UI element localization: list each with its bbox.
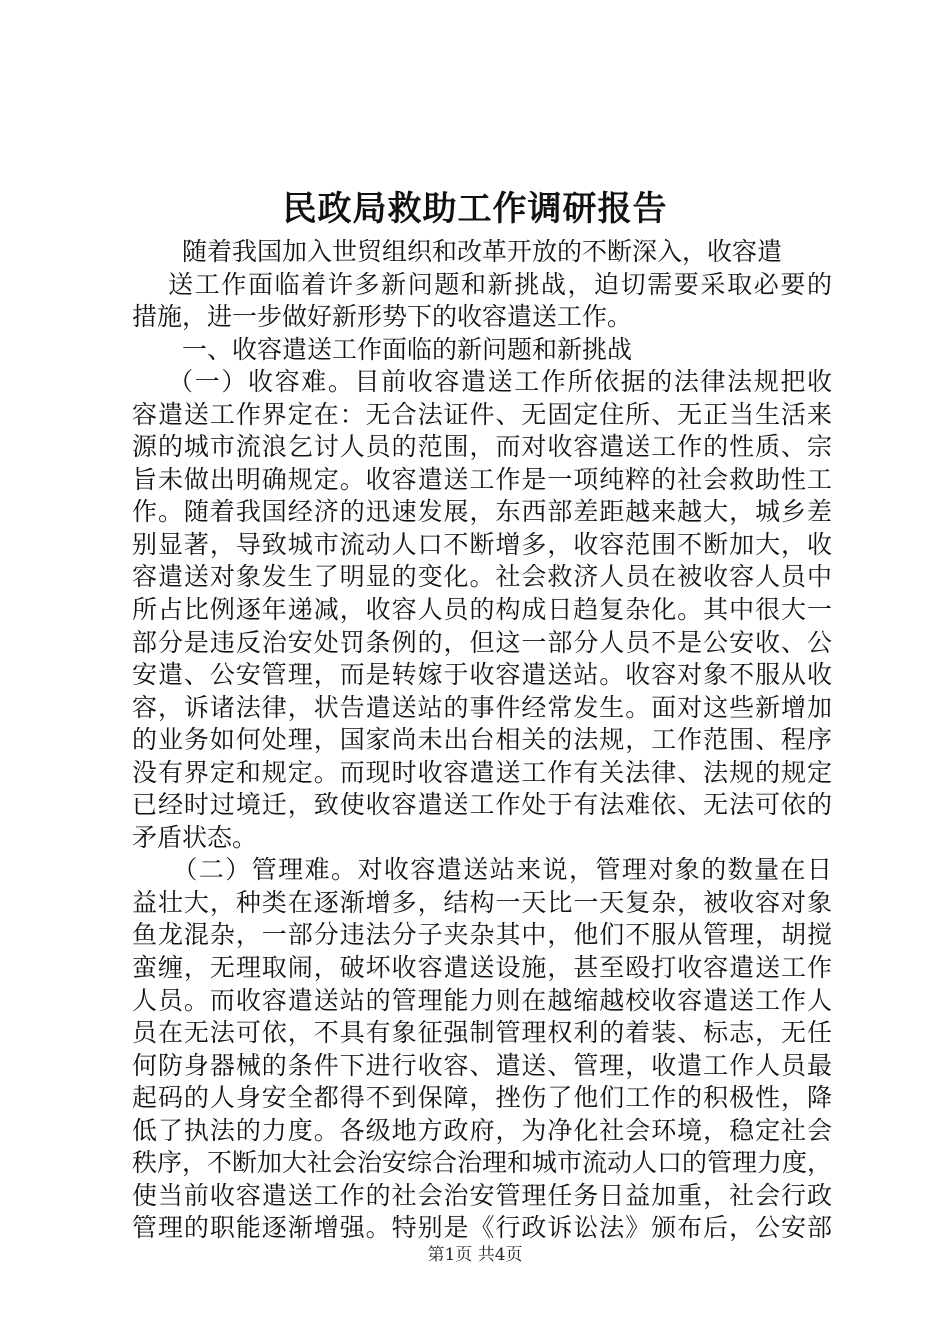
body-line: 鱼龙混杂，一部分违法分子夹杂其中，他们不服从管理，胡搅	[132, 920, 832, 950]
body-line: 使当前收容遣送工作的社会治安管理任务日益加重，社会行政	[132, 1180, 832, 1210]
body-line: 管理的职能逐渐增强。特别是《行政诉讼法》颁布后，公安部	[132, 1213, 832, 1243]
body-line: 蛮缠，无理取闹，破坏收容遣送设施，甚至殴打收容遣送工作	[132, 953, 832, 983]
body-line: 矛盾状态。	[132, 822, 258, 852]
body-line: 措施，进一步做好新形势下的收容遣送工作。	[132, 302, 633, 332]
document-title: 民政局救助工作调研报告	[282, 189, 668, 229]
body-line: 没有界定和规定。而现时收容遣送工作有关法律、法规的规定	[132, 757, 832, 787]
body-line: 部分是违反治安处罚条例的，但这一部分人员不是公安收、公	[132, 627, 832, 657]
body-line: 容遣送工作界定在：无合法证件、无固定住所、无正当生活来	[132, 399, 832, 429]
body-line: 低了执法的力度。各级地方政府，为净化社会环境，稳定社会	[132, 1115, 832, 1145]
body-line: 容，诉诸法律，状告遣送站的事件经常发生。面对这些新增加	[132, 692, 832, 722]
body-line: 容遣送对象发生了明显的变化。社会救济人员在被收容人员中	[132, 562, 832, 592]
body-line: 起码的人身安全都得不到保障，挫伤了他们工作的积极性，降	[132, 1083, 832, 1113]
body-line: 的业务如何处理，国家尚未出台相关的法规，工作范围、程序	[132, 725, 832, 755]
body-line: 安遣、公安管理，而是转嫁于收容遣送站。收容对象不服从收	[132, 660, 832, 690]
body-line: 人员。而收容遣送站的管理能力则在越缩越校收容遣送工作人	[132, 985, 832, 1015]
body-line: 何防身器械的条件下进行收容、遣送、管理，收遣工作人员最	[132, 1050, 832, 1080]
body-line: 一、收容遣送工作面临的新问题和新挑战	[132, 334, 633, 364]
body-line: 别显著，导致城市流动人口不断增多，收容范围不断加大，收	[132, 529, 832, 559]
body-line: 源的城市流浪乞讨人员的范围，而对收容遣送工作的性质、宗	[132, 432, 832, 462]
document-body	[132, 236, 832, 1245]
body-line: 秩序，不断加大社会治安综合治理和城市流动人口的管理力度，	[132, 1148, 833, 1178]
body-line: 随着我国加入世贸组织和改革开放的不断深入，收容遣	[132, 237, 783, 266]
body-line: 员在无法可依，不具有象征强制管理权利的着装、标志，无任	[132, 1018, 832, 1048]
body-line: 送工作面临着许多新问题和新挑战，迫切需要采取必要的	[132, 269, 832, 299]
body-line: 作。随着我国经济的迅速发展，东西部差距越来越大，城乡差	[132, 497, 832, 527]
body-line: 所占比例逐年递减，收容人员的构成日趋复杂化。其中很大一	[132, 595, 832, 625]
body-line: 益壮大，种类在逐渐增多，结构一天比一天复杂，被收容对象	[132, 887, 832, 917]
body-line: （一）收容难。目前收容遣送工作所依据的法律法规把收	[132, 367, 832, 397]
page-footer: 第1页 共4页	[427, 1245, 523, 1265]
body-line: 旨未做出明确规定。收容遣送工作是一项纯粹的社会救助性工	[132, 464, 832, 494]
body-line: 已经时过境迁，致使收容遣送工作处于有法难依、无法可依的	[132, 790, 832, 820]
body-line: （二）管理难。对收容遣送站来说，管理对象的数量在日	[132, 855, 832, 885]
